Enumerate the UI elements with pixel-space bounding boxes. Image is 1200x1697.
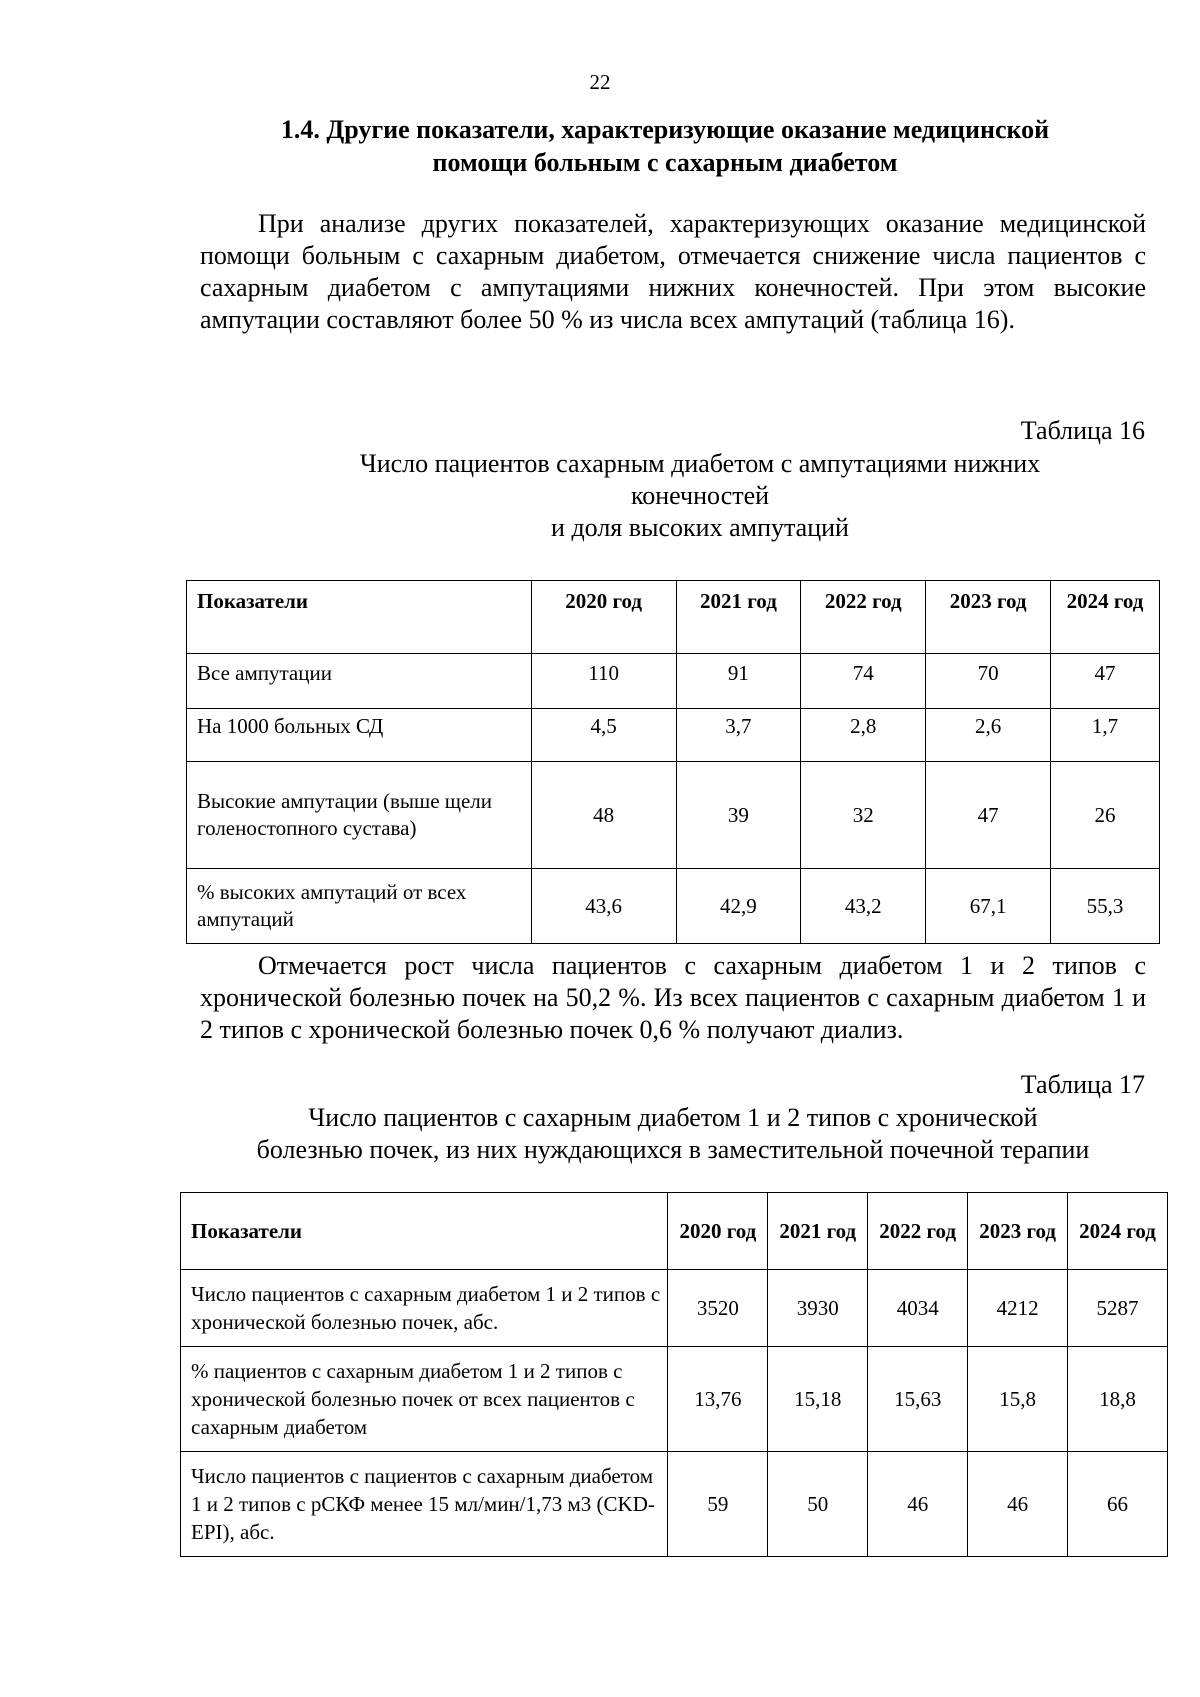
caption-line: Число пациентов сахарным диабетом с ампутациями нижних	[359, 449, 1041, 478]
ckd-table	[180, 1192, 1168, 1557]
caption-line: Число пациентов с сахарным диабетом 1 и 2 типов с хронической	[308, 1103, 1038, 1132]
row-label: Высокие ампутации (выше щели голеностопного сустава)	[187, 762, 532, 869]
table-cell: 48	[531, 762, 676, 869]
caption-line: и доля высоких ампутаций	[551, 513, 849, 542]
column-header: 2023 год	[926, 581, 1051, 654]
table-cell: 74	[801, 654, 926, 709]
amputations-table	[186, 580, 1160, 944]
table-cell: 55,3	[1051, 869, 1160, 944]
table-16-caption	[300, 448, 1100, 544]
table-cell: 66	[1068, 1452, 1168, 1557]
table-cell: 43,2	[801, 869, 926, 944]
table-header-row	[187, 581, 1160, 654]
column-header: Показатели	[187, 581, 532, 654]
table-17-label: Таблица 17	[1020, 1070, 1145, 1099]
column-header: 2020 год	[531, 581, 676, 654]
table-cell: 3,7	[676, 709, 801, 762]
caption-line: болезнью почек, из них нуждающихся в заместительной почечной терапии	[256, 1135, 1090, 1164]
column-header: 2023 год	[968, 1193, 1068, 1270]
table-cell: 42,9	[676, 869, 801, 944]
table-cell: 26	[1051, 762, 1160, 869]
table-cell: 2,8	[801, 709, 926, 762]
column-header: 2024 год	[1068, 1193, 1168, 1270]
table-row	[181, 1452, 1168, 1557]
table-cell: 5287	[1068, 1270, 1168, 1347]
table-cell: 15,8	[968, 1347, 1068, 1452]
table-cell: 4,5	[531, 709, 676, 762]
table-cell: 47	[926, 762, 1051, 869]
table-cell: 67,1	[926, 869, 1051, 944]
table-16-label: Таблица 16	[1020, 416, 1145, 445]
table-cell: 4212	[968, 1270, 1068, 1347]
table-cell: 50	[768, 1452, 868, 1557]
column-header: Показатели	[181, 1193, 668, 1270]
table-cell: 70	[926, 654, 1051, 709]
table-row	[181, 1347, 1168, 1452]
table-row	[181, 1270, 1168, 1347]
table-cell: 3930	[768, 1270, 868, 1347]
row-label: % пациентов с сахарным диабетом 1 и 2 типов с хронической болезнью почек от всех пациентов с сахарным диабетом	[181, 1347, 668, 1452]
table-cell: 43,6	[531, 869, 676, 944]
row-label: Число пациентов с сахарным диабетом 1 и 2 типов с хронической болезнью почек, абс.	[181, 1270, 668, 1347]
table-cell: 59	[668, 1452, 768, 1557]
column-header: 2021 год	[676, 581, 801, 654]
row-label: % высоких ампутаций от всех ампутаций	[187, 869, 532, 944]
row-label: Число пациентов с пациентов с сахарным диабетом 1 и 2 типов с рСКФ менее 15 мл/мин/1,73 м3 (CKD-EPI), абс.	[181, 1452, 668, 1557]
section-heading: 1.4. Другие показатели, характеризующие оказание медицинской помощи больным с сахарным диабетом	[280, 115, 1050, 177]
ckd-paragraph: Отмечается рост числа пациентов с сахарным диабетом 1 и 2 типов с хронической болезнью почек на 50,2 %. Из всех пациентов с сахарным диабетом 1 и 2 типов с хронической болезнью почек 0,6 % получают диализ.	[200, 951, 1146, 1044]
column-header: 2022 год	[868, 1193, 968, 1270]
caption-line: конечностей	[630, 481, 770, 510]
table-cell: 91	[676, 654, 801, 709]
table-cell: 2,6	[926, 709, 1051, 762]
page-number: 22	[589, 70, 611, 94]
table-cell: 18,8	[1068, 1347, 1168, 1452]
table-row	[187, 709, 1160, 762]
table-cell: 32	[801, 762, 926, 869]
table-17-caption	[200, 1102, 1146, 1166]
row-label: На 1000 больных СД	[187, 709, 532, 762]
table-row	[187, 869, 1160, 944]
table-header-row	[181, 1193, 1168, 1270]
table-cell: 4034	[868, 1270, 968, 1347]
table-cell: 47	[1051, 654, 1160, 709]
table-cell: 1,7	[1051, 709, 1160, 762]
intro-paragraph: При анализе других показателей, характеризующих оказание медицинской помощи больным с сахарным диабетом, отмечается снижение числа пациентов с сахарным диабетом с ампутациями нижних конечностей. При этом высокие ампутации составляют более 50 % из числа всех ампутаций (таблица 16).	[200, 209, 1146, 334]
table-cell: 46	[968, 1452, 1068, 1557]
column-header: 2020 год	[668, 1193, 768, 1270]
row-label: Все ампутации	[187, 654, 532, 709]
table-row	[187, 654, 1160, 709]
table-cell: 13,76	[668, 1347, 768, 1452]
table-cell: 46	[868, 1452, 968, 1557]
column-header: 2021 год	[768, 1193, 868, 1270]
column-header: 2024 год	[1051, 581, 1160, 654]
table-cell: 39	[676, 762, 801, 869]
table-cell: 110	[531, 654, 676, 709]
table-cell: 15,18	[768, 1347, 868, 1452]
table-row	[187, 762, 1160, 869]
table-cell: 15,63	[868, 1347, 968, 1452]
column-header: 2022 год	[801, 581, 926, 654]
table-cell: 3520	[668, 1270, 768, 1347]
